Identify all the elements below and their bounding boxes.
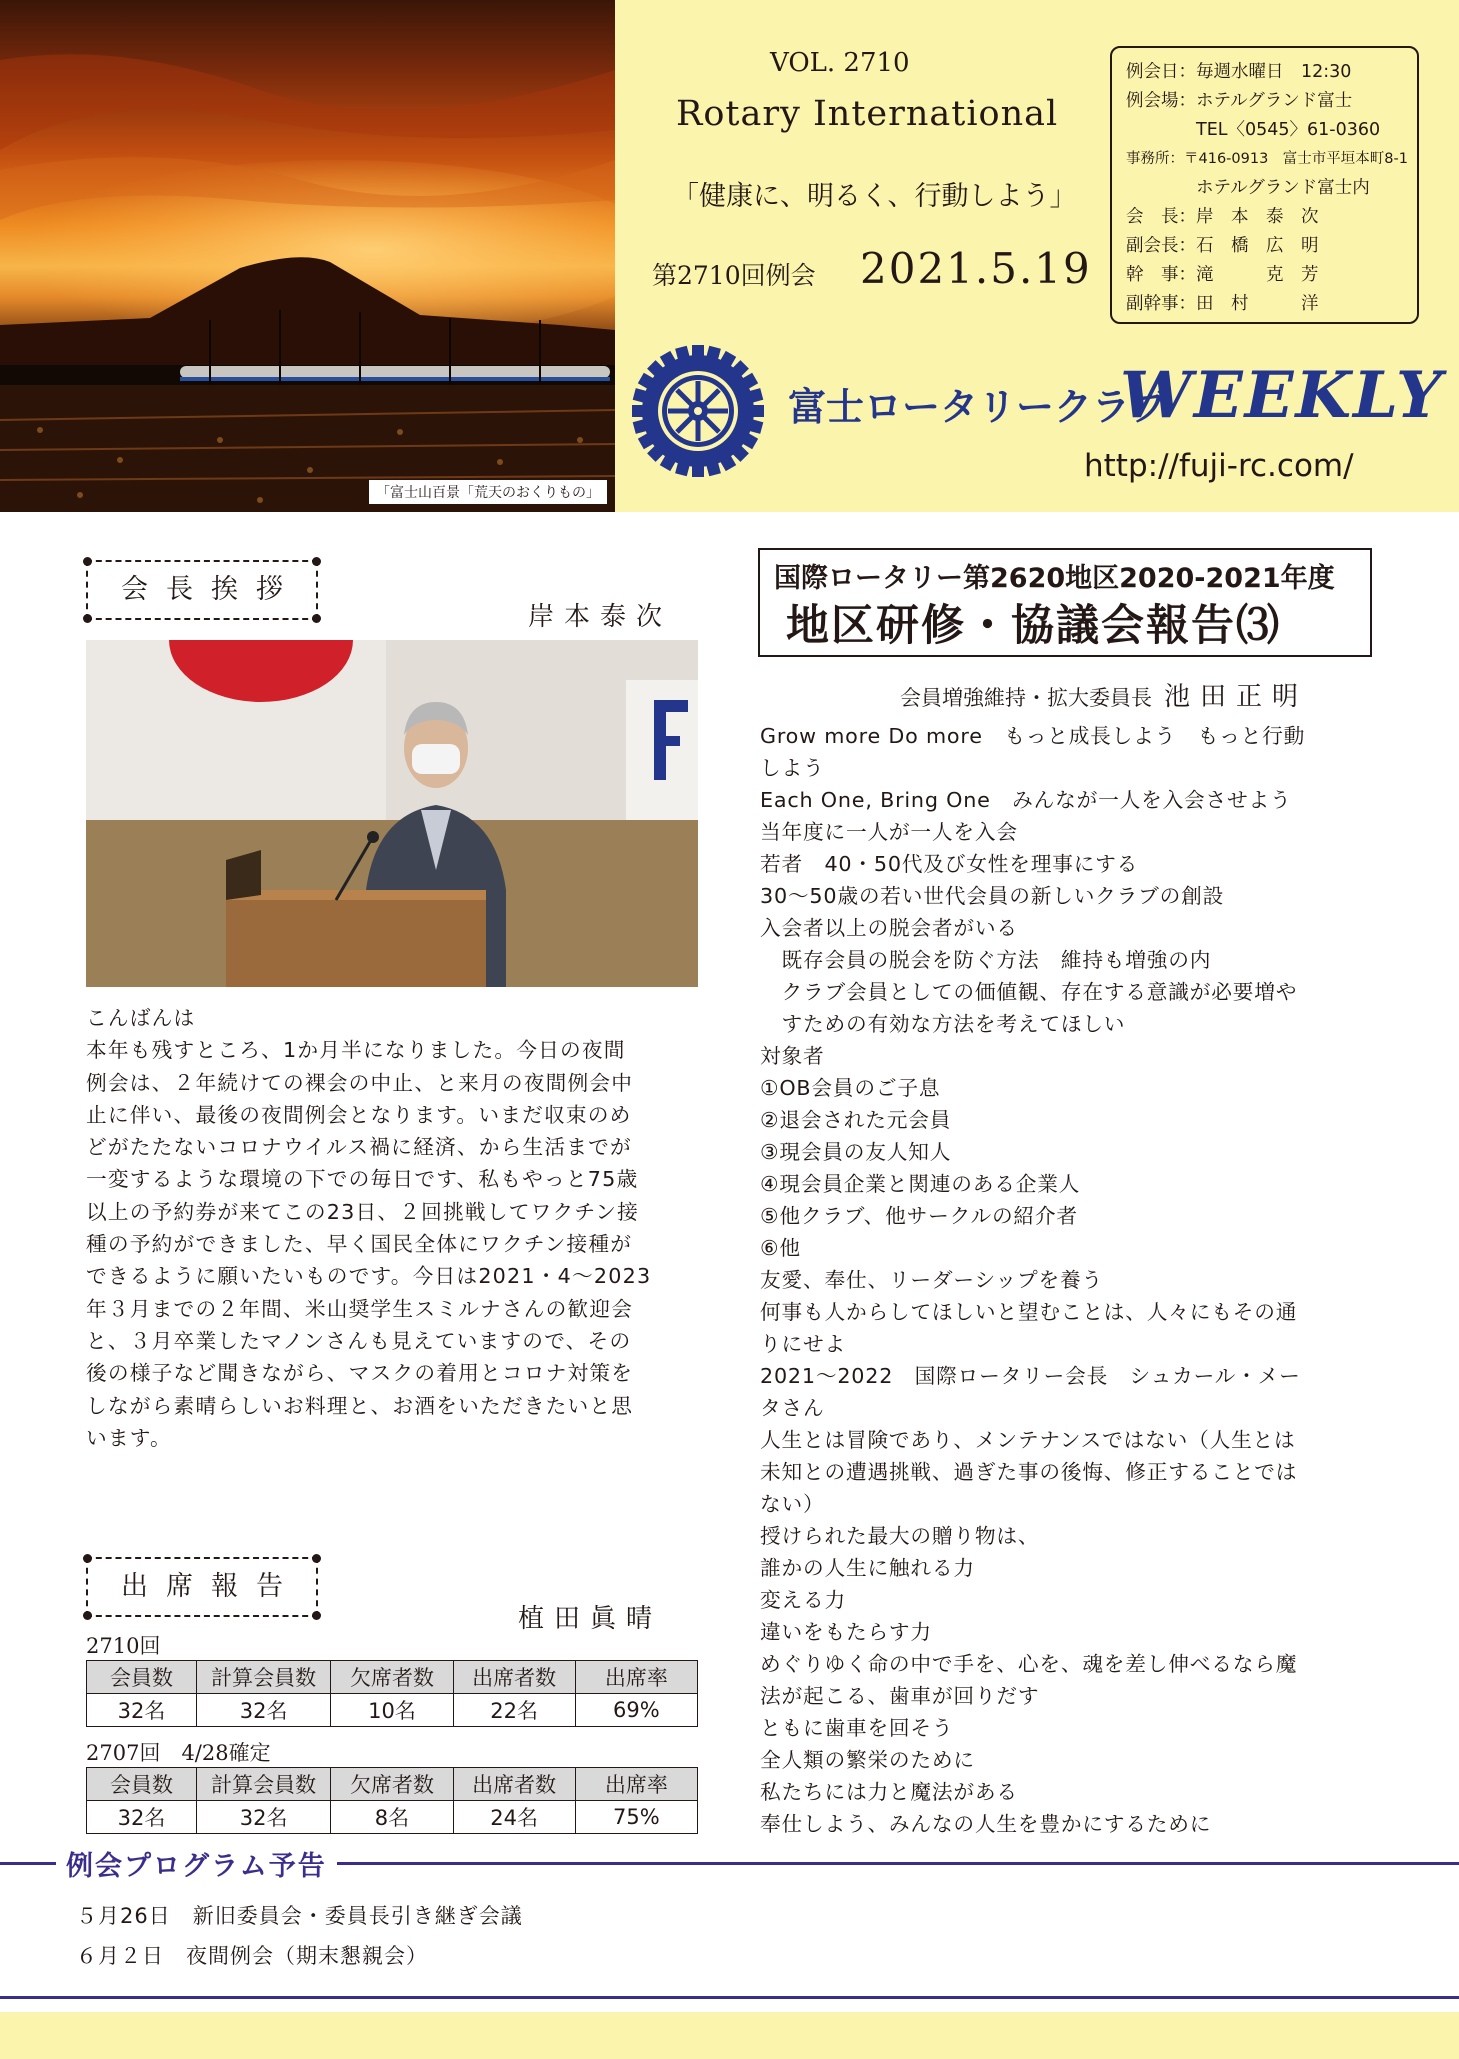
report-body: [760, 720, 1380, 1840]
club-info-box: [1110, 46, 1419, 324]
text-line: ⑤他クラブ、他サークルの紹介者: [760, 1204, 1078, 1228]
info-office: 事務所：〒416-0913 富士市平垣本町8-1: [1126, 151, 1408, 167]
program-item: ６月２日 夜間例会（期末懇親会）: [76, 1944, 428, 1968]
text-line: クラブ会員としての価値観、存在する意識が必要増や: [760, 980, 1298, 1004]
text-line: Each One, Bring One みんなが一人を入会させよう: [760, 788, 1292, 812]
text-line: 法が起こる、歯車が回りだす: [760, 1684, 1040, 1708]
committee-chair-name: 池田正明: [1164, 682, 1309, 712]
text-line: 未知との遭遇挑戦、過ぎた事の後悔、修正することでは: [760, 1460, 1298, 1484]
info-office-location: ホテルグランド富士内: [1126, 178, 1370, 198]
report-heading-title: 地区研修・協議会報告⑶: [786, 601, 1281, 651]
text-line: 止に伴い、最後の夜間例会となります。いまだ収束のめ: [86, 1102, 632, 1127]
table-cell: 22名: [453, 1694, 575, 1727]
greeting-section-label: [86, 560, 318, 620]
table-header-row: [87, 1768, 698, 1801]
text-line: 人生とは冒険であり、メンテナンスではない（人生とは: [760, 1428, 1296, 1452]
col-header: 会員数: [87, 1661, 197, 1694]
text-line: 30～50歳の若い世代会員の新しいクラブの創設: [760, 884, 1225, 908]
photo-caption: 「富士山百景「荒天のおくりもの」: [369, 480, 607, 504]
header: [0, 0, 1459, 512]
corner-dot-icon: [312, 557, 321, 566]
text-line: 例会は、２年続けての裸会の中止、と来月の夜間例会中: [86, 1070, 634, 1095]
text-line: タさん: [760, 1396, 825, 1420]
table-cell: 32名: [87, 1694, 197, 1727]
club-url[interactable]: http://fuji-rc.com/: [1084, 448, 1354, 484]
committee-title: 会員増強維持・拡大委員長: [900, 686, 1152, 710]
text-line: 奉仕しよう、みんなの人生を豊かにするために: [760, 1812, 1212, 1836]
text-line: 種の予約ができました、早く国民全体にワクチン接種が: [86, 1232, 633, 1257]
text-line: ともに歯車を回そう: [760, 1716, 954, 1740]
program-item: ５月26日 新旧委員会・委員長引き継ぎ会議: [76, 1904, 523, 1928]
meeting-label: 2710回: [86, 1634, 161, 1658]
text-line: 年３月までの２年間、米山奨学生スミルナさんの歓迎会: [86, 1296, 634, 1321]
greeting-body: [86, 1002, 698, 1454]
text-line: 本年も残すところ、1か月半になりました。今日の夜間: [86, 1038, 626, 1063]
attendance-table: [86, 1767, 698, 1834]
text-line: 私たちには力と魔法がある: [760, 1780, 1018, 1804]
table-cell: 32名: [196, 1801, 330, 1834]
text-line: 若者 40・50代及び女性を理事にする: [760, 852, 1139, 876]
attendance-author: 植田眞晴: [518, 1604, 663, 1634]
rotary-wheel-logo-icon: [632, 345, 764, 477]
col-header: 出席率: [575, 1768, 697, 1801]
corner-dot-icon: [83, 614, 92, 623]
info-president: 会 長：岸 本 泰 次: [1126, 207, 1319, 227]
table-cell: 24名: [453, 1801, 575, 1834]
table-cell: 8名: [331, 1801, 453, 1834]
text-line: 当年度に一人が一人を入会: [760, 820, 1018, 844]
info-secretary: 幹 事：滝 克 芳: [1126, 265, 1319, 285]
greeting-label-text: 会長挨拶: [121, 574, 301, 605]
col-header: 計算会員数: [196, 1768, 330, 1801]
text-line: 変える力: [760, 1588, 846, 1612]
motto: 「健康に、明るく、行動しよう」: [672, 181, 1077, 212]
info-tel: TEL〈0545〉61-0360: [1126, 120, 1381, 140]
text-line: りにせよ: [760, 1332, 846, 1356]
text-line: できるように願いたいものです。今日は2021・4～2023: [86, 1264, 652, 1289]
bottom-divider: [0, 1996, 1459, 1999]
text-line: めぐりゆく命の中で手を、心を、魂を差し伸べるなら魔: [760, 1652, 1298, 1676]
table-cell: 75%: [575, 1801, 697, 1834]
table-row: [87, 1801, 698, 1834]
meeting-number: 第2710回例会: [652, 261, 816, 290]
corner-dot-icon: [312, 1554, 321, 1563]
corner-dot-icon: [312, 614, 321, 623]
cover-photo-mt-fuji: [0, 0, 615, 512]
district-report-heading-box: [758, 548, 1372, 657]
text-line: ②退会された元会員: [760, 1108, 952, 1132]
president-speech-photo: [86, 640, 698, 987]
text-line: ない）: [760, 1492, 825, 1516]
meeting-date: 2021.5.19: [860, 244, 1092, 293]
club-name: 富士ロータリークラブ: [788, 384, 1169, 429]
text-line: しよう: [760, 756, 825, 780]
text-line: 一変するような環境の下での毎日です、私もやっと75歳: [86, 1167, 639, 1192]
info-vice-president: 副会長：石 橋 広 明: [1126, 236, 1319, 256]
text-line: と、３月卒業したマノンさんも見えていますので、その: [86, 1328, 632, 1353]
attendance-section-label: [86, 1557, 318, 1617]
text-line: ④現会員企業と関連のある企業人: [760, 1172, 1081, 1196]
col-header: 出席者数: [453, 1661, 575, 1694]
corner-dot-icon: [312, 1611, 321, 1620]
text-line: ①OB会員のご子息: [760, 1076, 941, 1100]
corner-dot-icon: [83, 1554, 92, 1563]
text-line: 以上の予約券が来てこの23日、２回挑戦してワクチン接: [86, 1199, 639, 1224]
text-line: 対象者: [760, 1044, 825, 1068]
text-line: Grow more Do more もっと成長しよう もっと行動: [760, 724, 1306, 748]
col-header: 会員数: [87, 1768, 197, 1801]
weekly-title: WEEKLY: [1120, 358, 1444, 433]
col-header: 欠席者数: [331, 1661, 453, 1694]
text-line: 既存会員の脱会を防ぐ方法 維持も増強の内: [760, 948, 1212, 972]
col-header: 計算会員数: [196, 1661, 330, 1694]
text-line: 授けられた最大の贈り物は、: [760, 1524, 1040, 1548]
table-header-row: [87, 1661, 698, 1694]
footer-band: [0, 2012, 1459, 2059]
sunset-landscape-illustration: [0, 0, 615, 512]
speech-scene-illustration: [86, 640, 698, 987]
text-line: しながら素晴らしいお料理と、お酒をいただきたいと思: [86, 1393, 634, 1418]
table-cell: 32名: [87, 1801, 197, 1834]
program-title: 例会プログラム予告: [56, 1844, 337, 1883]
text-line: 違いをもたらす力: [760, 1620, 932, 1644]
col-header: 出席率: [575, 1661, 697, 1694]
table-cell: 32名: [196, 1694, 330, 1727]
text-line: 全人類の繁栄のために: [760, 1748, 975, 1772]
table-row: [87, 1694, 698, 1727]
report-byline: [900, 676, 1308, 713]
text-line: 誰かの人生に触れる力: [760, 1556, 975, 1580]
corner-dot-icon: [83, 1611, 92, 1620]
text-line: どがたたないコロナウイルス禍に経済、から生活までが: [86, 1135, 632, 1160]
volume-number: VOL. 2710: [770, 48, 910, 78]
meeting-label: 2707回 4/28確定: [86, 1741, 271, 1765]
attendance-label-text: 出席報告: [121, 1571, 301, 1602]
text-line: 何事も人からしてほしいと望むことは、人々にもその通: [760, 1300, 1298, 1324]
text-line: 入会者以上の脱会者がいる: [760, 916, 1018, 940]
text-line: 2021～2022 国際ロータリー会長 シュカール・メー: [760, 1364, 1301, 1388]
col-header: 欠席者数: [331, 1768, 453, 1801]
info-venue: 例会場：ホテルグランド富士: [1126, 91, 1353, 111]
greeting-author: 岸本泰次: [528, 602, 673, 632]
info-meeting-day: 例会日：毎週水曜日 12:30: [1126, 62, 1352, 82]
info-deputy-secretary: 副幹事：田 村 洋: [1126, 294, 1319, 314]
text-line: います。: [86, 1425, 172, 1450]
organization-name: Rotary International: [676, 94, 1059, 134]
table-cell: 69%: [575, 1694, 697, 1727]
report-heading-district: 国際ロータリー第2620地区2020-2021年度: [774, 563, 1335, 594]
text-line: こんばんは: [86, 1006, 196, 1030]
text-line: すための有効な方法を考えてほしい: [760, 1012, 1126, 1036]
col-header: 出席者数: [453, 1768, 575, 1801]
text-line: ⑥他: [760, 1236, 801, 1260]
text-line: 友愛、奉仕、リーダーシップを養う: [760, 1268, 1103, 1292]
attendance-table: [86, 1660, 698, 1727]
table-cell: 10名: [331, 1694, 453, 1727]
text-line: 後の様子など聞きながら、マスクの着用とコロナ対策を: [86, 1361, 634, 1386]
text-line: ③現会員の友人知人: [760, 1140, 952, 1164]
corner-dot-icon: [83, 557, 92, 566]
